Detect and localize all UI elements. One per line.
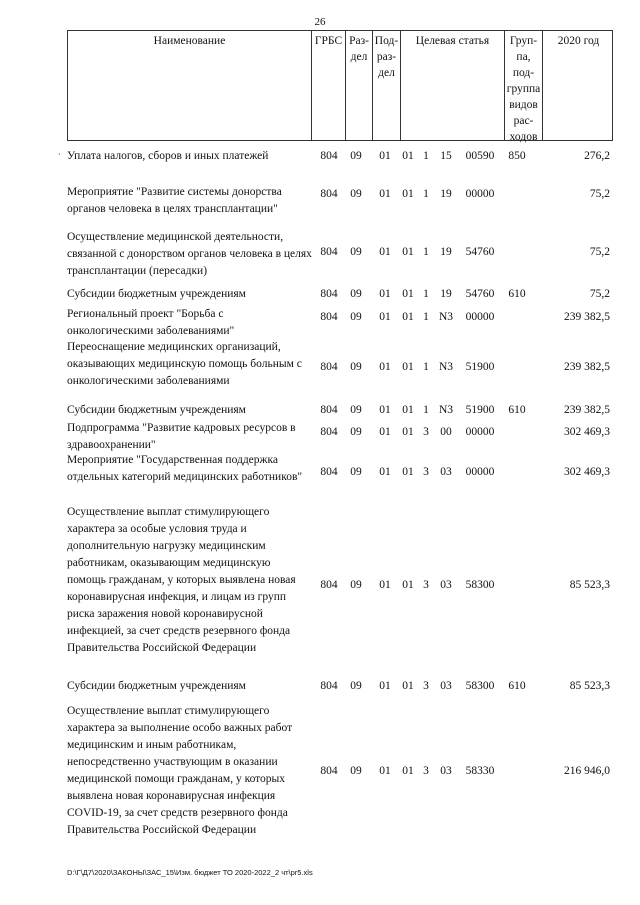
row-pr: 01 xyxy=(379,579,391,591)
row-t4: 58300 xyxy=(465,579,495,591)
row-name: Субсидии бюджетным учреждениям xyxy=(67,404,246,416)
row-t4: 00000 xyxy=(465,311,495,323)
header-group: Груп- па, под- группа видов рас- ходов xyxy=(504,31,542,140)
row-t4: 54760 xyxy=(465,246,495,258)
row-rz: 09 xyxy=(350,765,362,777)
row-t3: 03 xyxy=(440,466,452,478)
row-amount: 75,2 xyxy=(589,188,610,200)
row-pr: 01 xyxy=(379,404,391,416)
table-header xyxy=(67,30,613,141)
row-grbs: 804 xyxy=(320,246,338,258)
row-t1: 01 xyxy=(402,188,414,200)
row-t4: 00000 xyxy=(465,426,495,438)
row-t2: 1 xyxy=(423,188,429,200)
row-rz: 09 xyxy=(350,680,362,692)
row-t2: 1 xyxy=(423,288,429,300)
row-t2: 1 xyxy=(423,311,429,323)
row-name: Мероприятие "Развитие системы донорства органов человека в целях трансплантации" xyxy=(67,186,282,215)
row-amount: 216 946,0 xyxy=(564,765,610,777)
row-t3: N3 xyxy=(438,404,454,416)
row-pr: 01 xyxy=(379,426,391,438)
header-target: Целевая статья xyxy=(400,31,504,140)
row-t3: 15 xyxy=(440,150,452,162)
row-t4: 00000 xyxy=(465,188,495,200)
row-t4: 54760 xyxy=(465,288,495,300)
row-vr: 850 xyxy=(508,150,526,162)
row-rz: 09 xyxy=(350,288,362,300)
row-t2: 1 xyxy=(423,246,429,258)
row-t2: 3 xyxy=(423,426,429,438)
row-t3: 03 xyxy=(440,579,452,591)
row-amount: 239 382,5 xyxy=(564,404,610,416)
row-name: Осуществление выплат стимулирующего характера за особые условия труда и дополнительную нагрузку медицинским работникам, оказывающим медицинскую помощь гражданам, у которых выявлена новая коронавирусная инфекция, и лицам из групп риска заражения новой коронавирусной инфекцией, за счет средств резервного фонда Правительства Российской Федерации xyxy=(67,506,296,654)
row-t3: N3 xyxy=(438,361,454,373)
header-razdel: Раз- дел xyxy=(345,31,372,140)
row-t4: 51900 xyxy=(465,404,495,416)
row-pr: 01 xyxy=(379,361,391,373)
row-rz: 09 xyxy=(350,426,362,438)
row-amount: 85 523,3 xyxy=(569,680,610,692)
row-name: Осуществление выплат стимулирующего характера за выполнение особо важных работ медицинским и иным работникам, непосредственно участвующим в оказании медицинской помощи гражданам, у которых выявлена новая коронавирусная инфекция COVID-19, за счет средств резервного фонда Правительства Российской Федерации xyxy=(67,705,293,836)
row-vr: 610 xyxy=(508,680,526,692)
header-name: Наименование xyxy=(153,35,226,47)
header-grbs: ГРБС xyxy=(311,31,345,140)
row-t2: 1 xyxy=(423,150,429,162)
row-t2: 3 xyxy=(423,466,429,478)
row-t1: 01 xyxy=(402,426,414,438)
row-t1: 01 xyxy=(402,404,414,416)
row-name: Подпрограмма "Развитие кадровых ресурсов в здравоохранении" xyxy=(67,422,296,451)
row-t2: 1 xyxy=(423,404,429,416)
row-pr: 01 xyxy=(379,765,391,777)
row-grbs: 804 xyxy=(320,311,338,323)
row-grbs: 804 xyxy=(320,288,338,300)
row-pr: 01 xyxy=(379,466,391,478)
row-pr: 01 xyxy=(379,188,391,200)
row-grbs: 804 xyxy=(320,404,338,416)
row-t2: 3 xyxy=(423,765,429,777)
row-grbs: 804 xyxy=(320,188,338,200)
row-rz: 09 xyxy=(350,466,362,478)
row-rz: 09 xyxy=(350,361,362,373)
row-t2: 3 xyxy=(423,680,429,692)
row-t2: 1 xyxy=(423,361,429,373)
row-t4: 00590 xyxy=(465,150,495,162)
row-grbs: 804 xyxy=(320,466,338,478)
row-t3: 03 xyxy=(440,680,452,692)
row-grbs: 804 xyxy=(320,150,338,162)
row-t2: 3 xyxy=(423,579,429,591)
row-t1: 01 xyxy=(402,680,414,692)
margin-mark: · xyxy=(58,150,61,159)
row-grbs: 804 xyxy=(320,361,338,373)
row-t1: 01 xyxy=(402,288,414,300)
row-amount: 302 469,3 xyxy=(564,466,610,478)
row-t3: 19 xyxy=(440,188,452,200)
row-rz: 09 xyxy=(350,311,362,323)
row-pr: 01 xyxy=(379,680,391,692)
row-pr: 01 xyxy=(379,311,391,323)
row-t3: 03 xyxy=(440,765,452,777)
row-rz: 09 xyxy=(350,188,362,200)
row-t3: 00 xyxy=(440,426,452,438)
row-amount: 75,2 xyxy=(589,288,610,300)
row-t3: N3 xyxy=(438,311,454,323)
row-t3: 19 xyxy=(440,288,452,300)
row-pr: 01 xyxy=(379,246,391,258)
row-name: Переоснащение медицинских организаций, оказывающих медицинскую помощь больным с онкологическими заболеваниями xyxy=(67,341,302,387)
row-name: Мероприятие "Государственная поддержка отдельных категорий медицинских работников" xyxy=(67,454,303,483)
row-grbs: 804 xyxy=(320,680,338,692)
row-rz: 09 xyxy=(350,579,362,591)
row-t4: 58330 xyxy=(465,765,495,777)
page-number: 26 xyxy=(314,16,326,28)
row-rz: 09 xyxy=(350,246,362,258)
row-t4: 51900 xyxy=(465,361,495,373)
row-t1: 01 xyxy=(402,150,414,162)
row-t1: 01 xyxy=(402,466,414,478)
row-amount: 85 523,3 xyxy=(569,579,610,591)
row-name: Субсидии бюджетным учреждениям xyxy=(67,680,246,692)
row-t1: 01 xyxy=(402,246,414,258)
row-name: Уплата налогов, сборов и иных платежей xyxy=(67,150,269,162)
row-name: Осуществление медицинской деятельности, связанной с донорством органов человека в целях трансплантации (пересадки) xyxy=(67,231,312,277)
row-vr: 610 xyxy=(508,404,526,416)
header-podrazdel: Под- раз- дел xyxy=(372,31,400,140)
row-name: Региональный проект "Борьба с онкологическими заболеваниями" xyxy=(67,308,235,337)
row-t1: 01 xyxy=(402,579,414,591)
row-t4: 00000 xyxy=(465,466,495,478)
row-pr: 01 xyxy=(379,150,391,162)
row-amount: 276,2 xyxy=(584,150,610,162)
row-t1: 01 xyxy=(402,361,414,373)
row-grbs: 804 xyxy=(320,765,338,777)
row-rz: 09 xyxy=(350,150,362,162)
row-amount: 75,2 xyxy=(589,246,610,258)
row-t1: 01 xyxy=(402,765,414,777)
row-amount: 302 469,3 xyxy=(564,426,610,438)
row-t1: 01 xyxy=(402,311,414,323)
row-grbs: 804 xyxy=(320,579,338,591)
row-t3: 19 xyxy=(440,246,452,258)
file-path: D:\Г\Д7\2020\ЗАКОНЫ\ЗАС_15\Изм. бюджет ТО 2020-2022_2 чт\pr5.xls xyxy=(67,868,313,877)
row-vr: 610 xyxy=(508,288,526,300)
row-rz: 09 xyxy=(350,404,362,416)
row-pr: 01 xyxy=(379,288,391,300)
row-t4: 58300 xyxy=(465,680,495,692)
header-year: 2020 год xyxy=(542,31,614,140)
row-name: Субсидии бюджетным учреждениям xyxy=(67,288,246,300)
row-grbs: 804 xyxy=(320,426,338,438)
row-amount: 239 382,5 xyxy=(564,361,610,373)
row-amount: 239 382,5 xyxy=(564,311,610,323)
